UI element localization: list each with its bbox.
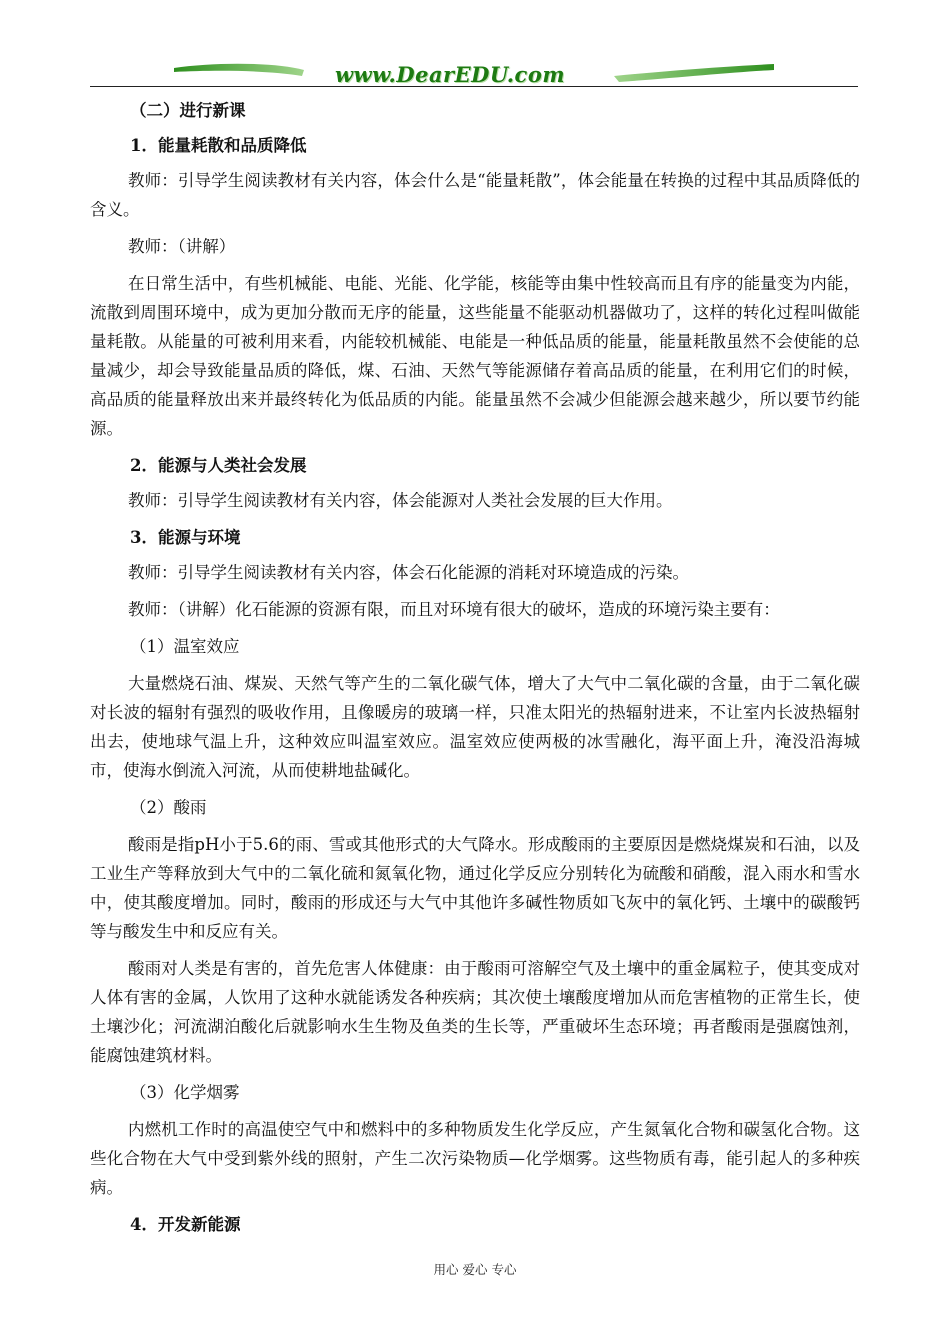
paragraph: 在日常生活中，有些机械能、电能、光能、化学能，核能等由集中性较高而且有序的能量变为内能，流散到周围环境中，成为更加分散而无序的能量，这些能量不能驱动机器做功了，这样的转化过程叫做能量耗散。从能量的可被利用来看，内能较机械能、电能是一种低品质的能量，能量耗散虽然不会使能的总量减少，却会导致能量品质的降低，煤、石油、天然气等能源储存着高品质的能量，在利用它们的时候，高品质的能量释放出来并最终转化为低品质的内能。能量虽然不会减少但能源会越来越少，所以要节约能源。 [90, 274, 860, 438]
document-body [90, 96, 860, 1245]
list-item-heading: （3）化学烟雾 [130, 1083, 240, 1102]
page-header [0, 0, 950, 90]
paragraph: 教师：引导学生阅读教材有关内容，体会什么是“能量耗散”，体会能量在转换的过程中其品质降低的含义。 [90, 171, 860, 219]
paragraph: 酸雨是指pH小于5.6的雨、雪或其他形式的大气降水。形成酸雨的主要原因是燃烧煤炭和石油，以及工业生产等释放到大气中的二氧化硫和氮氧化物，通过化学反应分别转化为硫酸和硝酸，混入雨水和雪水中，使其酸度增加。同时，酸雨的形成还与大气中其他许多碱性物质如飞灰中的氧化钙、土壤中的碳酸钙等与酸发生中和反应有关。 [90, 835, 860, 941]
paragraph: 教师：引导学生阅读教材有关内容，体会能源对人类社会发展的巨大作用。 [128, 491, 673, 510]
section-heading: （二）进行新课 [130, 101, 246, 120]
paragraph: 教师：（讲解）化石能源的资源有限，而且对环境有很大的破坏，造成的环境污染主要有： [128, 600, 780, 619]
paragraph: 教师：引导学生阅读教材有关内容，体会石化能源的消耗对环境造成的污染。 [128, 563, 689, 582]
subsection-heading-2: 2．能源与人类社会发展 [130, 456, 307, 475]
page-footer: 用心 爱心 专心 [433, 1262, 517, 1277]
paragraph: 教师：（讲解） [128, 237, 236, 256]
paragraph: 酸雨对人类是有害的，首先危害人体健康：由于酸雨可溶解空气及土壤中的重金属粒子，使其变成对人体有害的金属，人饮用了这种水就能诱发各种疾病；其次使土壤酸度增加从而危害植物的正常生长，使土壤沙化；河流湖泊酸化后就影响水生生物及鱼类的生长等，严重破坏生态环境；再者酸雨是强腐蚀剂，能腐蚀建筑材料。 [90, 959, 860, 1065]
paragraph: 内燃机工作时的高温使空气中和燃料中的多种物质发生化学反应，产生氮氧化合物和碳氢化合物。这些化合物在大气中受到紫外线的照射，产生二次污染物质—化学烟雾。这些物质有毒，能引起人的多种疾病。 [90, 1120, 860, 1197]
subsection-heading-4: 4．开发新能源 [130, 1215, 241, 1234]
list-item-heading: （1）温室效应 [130, 637, 240, 656]
header-divider [90, 86, 858, 87]
subsection-heading-1: 1．能量耗散和品质降低 [130, 136, 307, 155]
paragraph: 大量燃烧石油、煤炭、天然气等产生的二氧化碳气体，增大了大气中二氧化碳的含量，由于二氧化碳对长波的辐射有强烈的吸收作用，且像暖房的玻璃一样，只准太阳光的热辐射进来，不让室内长波热辐射出去，使地球气温上升，这种效应叫温室效应。温室效应使两极的冰雪融化，海平面上升，淹没沿海城市，使海水倒流入河流，从而使耕地盐碱化。 [90, 674, 860, 780]
subsection-heading-3: 3．能源与环境 [130, 528, 241, 547]
list-item-heading: （2）酸雨 [130, 798, 207, 817]
logo-text: www.DearEDU.com [334, 62, 566, 87]
